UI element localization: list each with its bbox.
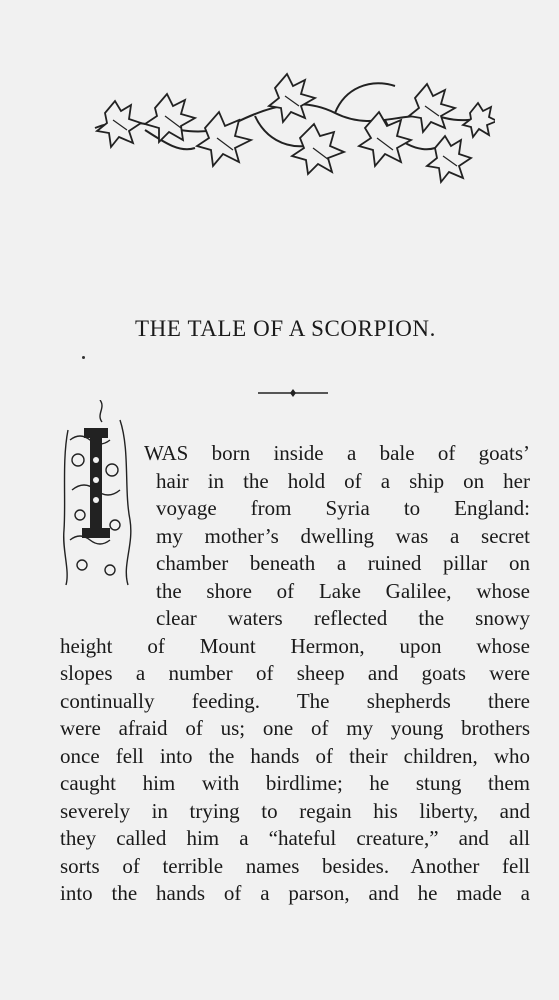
text-line: sorts of terrible names besides. Another fell [60,853,530,878]
text-line: clear waters reflected the snowy [156,606,530,630]
text-line: chamber beneath a ruined pillar on [156,551,530,575]
text-line: severely in trying to regain his liberty, and [60,798,530,823]
print-speck [82,356,85,359]
text-line: my mother’s dwelling was a secret [156,523,530,548]
text-line: they called him a “hateful creature,” and all [60,826,530,850]
text-line: continually feeding. The shepherds there [60,688,530,713]
text-line: height of Mount Hermon, upon whose [60,633,530,658]
title-divider-rule [258,388,328,398]
text-line: voyage from Syria to England: [156,496,530,520]
text-line: WAS born inside a bale of goats’ [144,441,530,465]
text-line: were afraid of us; one of my young brothers [60,716,530,740]
chapter-title: THE TALE OF A SCORPION. [135,316,436,341]
text-line: caught him with birdlime; he stung them [60,771,530,795]
text-line: slopes a number of sheep and goats were [60,661,530,685]
body-paragraph [60,440,530,908]
floral-vine-ornament-icon [85,68,495,188]
text-line: into the hands of a parson, and he made a [60,881,530,905]
text-line: hair in the hold of a ship on her [156,468,530,493]
text-line: once fell into the hands of their children, who [60,743,530,768]
text-line: the shore of Lake Galilee, whose [156,578,530,603]
